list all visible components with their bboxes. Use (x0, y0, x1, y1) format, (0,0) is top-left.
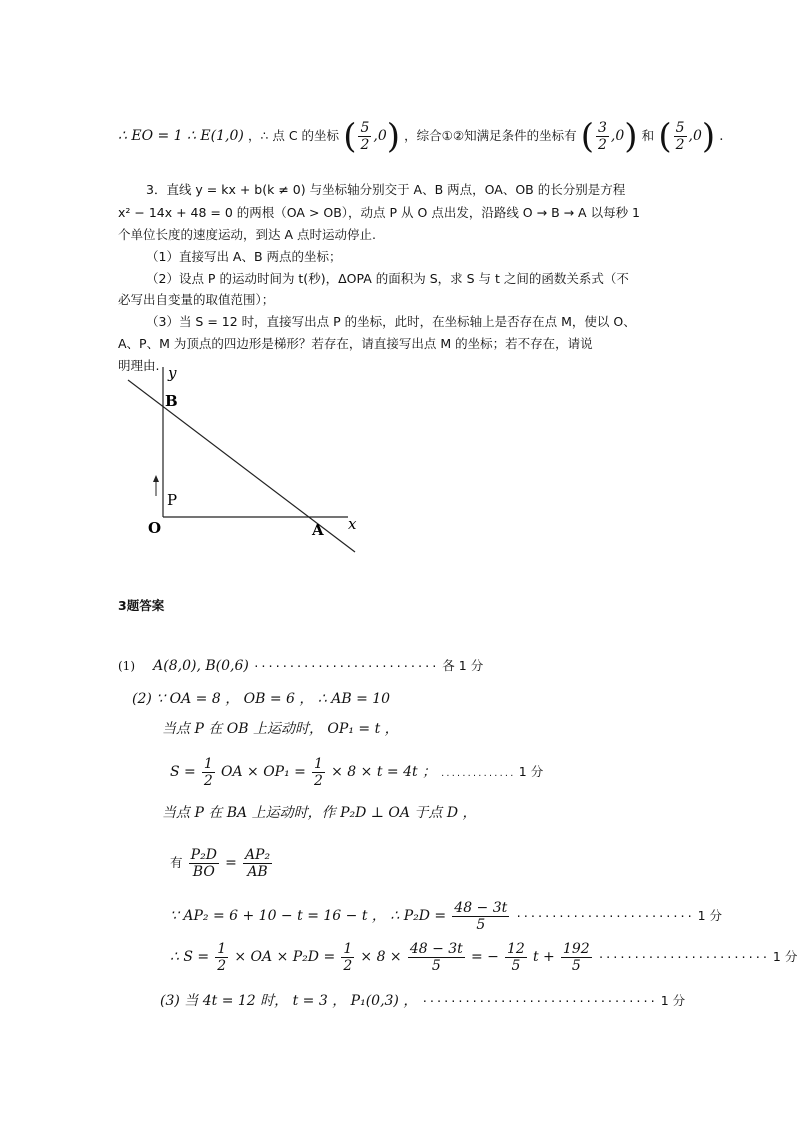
problem-line-5: （2）设点 P 的运动时间为 t(秒)，ΔOPA 的面积为 S，求 S 与 t 之间的函数关系式（不 (146, 271, 629, 286)
answer-2-line-1: (2) ∵ OA = 8 ， OB = 6 ， ∴ AB = 10 (132, 691, 391, 707)
answer-2-line-4: 当点 P 在 BA 上运动时，作 P₂D ⊥ OA 于点 D ， (162, 805, 477, 821)
answer-heading: 3题答案 (118, 598, 165, 613)
answer-2-line-5: 有 $\frac{\text{P₂D}}{BO}$ = $\frac{\text{AP₂}}{AB}$ (170, 847, 271, 880)
arrow-head-icon (153, 475, 159, 482)
problem-line-2: x² − 14x + 48 = 0 的两根（OA > OB），动点 P 从 O 点出发，沿路线 O → B → A 以每秒 1 (118, 205, 641, 220)
answer-2-line-7: ∴ S = $\frac{1}{2}$ × OA × P₂D = $\frac{1}{2}$ × 8 × $\frac{48 - 3t}{5}$ = − $\frac{12}{5}$ t + $\frac{192}{5}$ ························ 1 分 (170, 941, 797, 974)
and-text: 和 (641, 128, 655, 143)
label-o: O (148, 519, 162, 537)
point-c-text: ，∴ 点 C 的坐标 (247, 128, 340, 143)
eo-text: ∴ EO = 1 ∴ E(1,0) (118, 128, 244, 144)
label-b: B (165, 392, 178, 410)
problem-line-9: 明理由. (118, 358, 160, 373)
problem-line-6: 必写出自变量的取值范围）； (118, 292, 275, 307)
problem-line-7: （3）当 S = 12 时，直接写出点 P 的坐标，此时，在坐标轴上是否存在点 M，使以 O、 (146, 314, 636, 329)
label-a: A (312, 521, 324, 539)
combined-text: ，综合①②知满足条件的坐标有 (404, 128, 577, 143)
problem-line-3: 个单位长度的速度运动，到达 A 点时运动停止. (118, 227, 376, 242)
label-y: y (168, 364, 177, 382)
frac-5-2-b: $\frac{5}{2}$ (675, 120, 685, 153)
frac-3-2: $\frac{3}{2}$ (597, 120, 607, 153)
answer-2-line-2: 当点 P 在 OB 上运动时， OP₁ = t ， (162, 721, 399, 737)
answer-3: (3) 当 4t = 12 时， t = 3 ， P₁(0,3) ， ································· 1 分 (160, 993, 686, 1009)
label-x: x (348, 515, 357, 533)
answer-2-line-6: ∵ AP₂ = 6 + 10 − t = 16 − t ， ∴ P₂D = $\frac{48 - 3t}{5}$ ························· 1 分 (170, 900, 723, 933)
problem-line-4: （1）直接写出 A、B 两点的坐标； (146, 249, 342, 264)
frac-5-2-a: $\frac{5}{2}$ (360, 120, 370, 153)
answer-2-line-3: S = $\frac{1}{2}$ OA × OP₁ = $\frac{1}{2}$ × 8 × t = 4t ； .............. 1 分 (170, 756, 544, 789)
problem-line-1: 3．直线 y = kx + b(k ≠ 0) 与坐标轴分别交于 A、B 两点，OA、OB 的长分别是方程 (146, 182, 626, 197)
top-conclusion-line: ∴ EO = 1 ∴ E(1,0) ，∴ 点 C 的坐标 ( $\frac{5}{2}$ ,0) ，综合①②知满足条件的坐标有 ( $\frac{3}{2}$ ,0) 和 ( $\frac{5}{2}$ ,0) . (118, 116, 724, 157)
problem-line-8: A、P、M 为顶点的四边形是梯形？若存在，请直接写出点 M 的坐标；若不存在，请说 (118, 336, 593, 351)
answer-1: (1) A(8,0), B(0,6) ·························· 各 1 分 (118, 658, 484, 674)
coordinate-figure (110, 362, 370, 562)
label-p: P (167, 491, 178, 509)
